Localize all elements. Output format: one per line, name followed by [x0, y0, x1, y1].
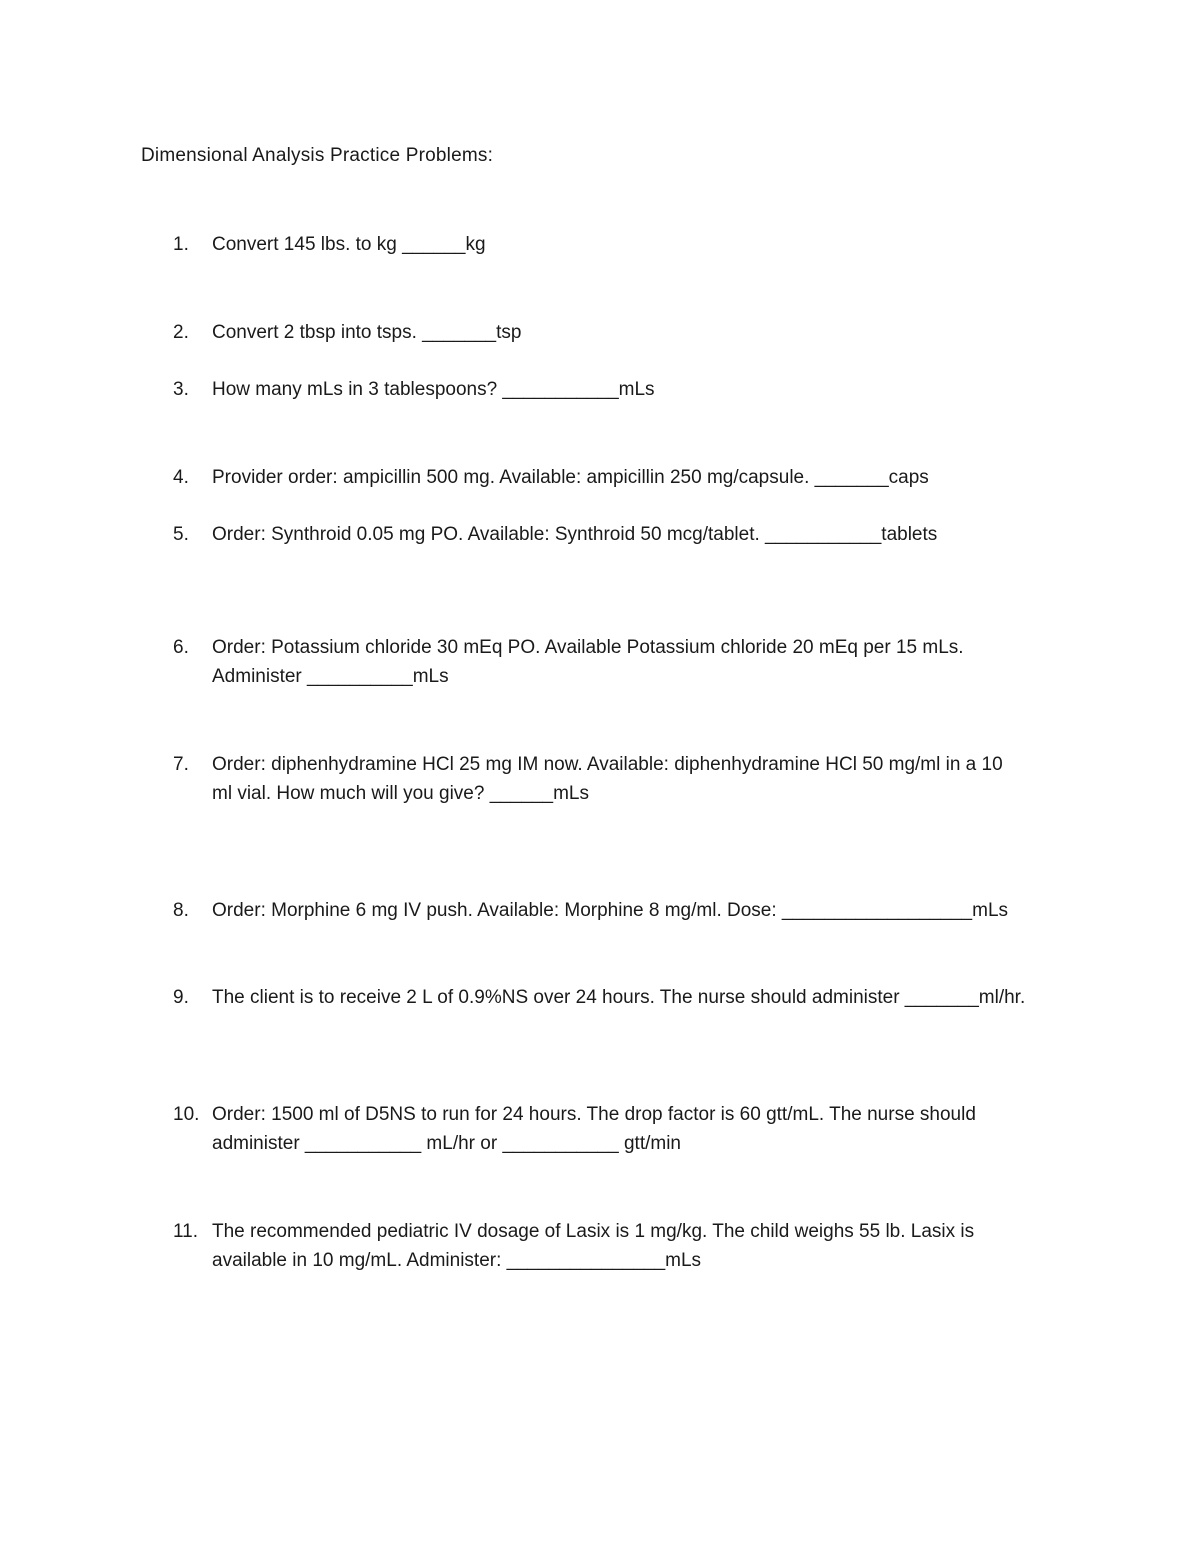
problem-number: 4.	[173, 467, 189, 488]
problem-number: 2.	[173, 322, 189, 343]
problem-line: Administer __________mLs	[212, 666, 449, 687]
problem-number: 5.	[173, 524, 189, 545]
problem-number: 7.	[173, 754, 189, 775]
problem-text	[212, 230, 1073, 259]
problem-text	[212, 520, 1073, 549]
problem-item	[173, 1100, 1073, 1158]
problem-line: Provider order: ampicillin 500 mg. Available: ampicillin 250 mg/capsule. _______caps	[212, 467, 929, 488]
problem-item	[173, 318, 1073, 347]
problem-line: ml vial. How much will you give? ______mLs	[212, 783, 589, 804]
problem-line: Order: Potassium chloride 30 mEq PO. Available Potassium chloride 20 mEq per 15 mLs.	[212, 637, 964, 658]
problem-number: 8.	[173, 900, 189, 921]
problem-line: Convert 145 lbs. to kg ______kg	[212, 234, 486, 255]
problem-text	[212, 375, 1073, 404]
problem-line: administer ___________ mL/hr or ___________ gtt/min	[212, 1133, 681, 1154]
problem-text	[212, 633, 1073, 691]
problem-item	[173, 750, 1073, 808]
problem-text	[212, 1100, 1073, 1158]
problem-item	[173, 983, 1073, 1012]
problem-number: 1.	[173, 234, 189, 255]
problem-text	[212, 463, 1073, 492]
problem-item	[173, 230, 1073, 259]
page-title: Dimensional Analysis Practice Problems:	[141, 145, 494, 166]
problem-line: available in 10 mg/mL. Administer: _______________mLs	[212, 1250, 702, 1271]
problem-item	[173, 896, 1073, 925]
problem-line: How many mLs in 3 tablespoons? ___________mLs	[212, 379, 655, 400]
problem-line: The client is to receive 2 L of 0.9%NS over 24 hours. The nurse should administer _______ml/hr.	[212, 987, 1026, 1008]
problem-number: 10.	[173, 1104, 200, 1125]
problem-text	[212, 1217, 1073, 1275]
problem-item	[173, 375, 1073, 404]
problem-number: 11.	[173, 1221, 199, 1242]
problem-item	[173, 633, 1073, 691]
problem-line: Convert 2 tbsp into tsps. _______tsp	[212, 322, 522, 343]
problem-number: 3.	[173, 379, 189, 400]
problem-line: Order: diphenhydramine HCl 25 mg IM now. Available: diphenhydramine HCl 50 mg/ml in a 10	[212, 754, 1003, 775]
problem-number: 6.	[173, 637, 189, 658]
problem-line: Order: 1500 ml of D5NS to run for 24 hours. The drop factor is 60 gtt/mL. The nurse should	[212, 1104, 976, 1125]
problem-text	[212, 983, 1073, 1012]
problem-line: Order: Synthroid 0.05 mg PO. Available: Synthroid 50 mcg/tablet. ___________tablets	[212, 524, 938, 545]
problem-number: 9.	[173, 987, 189, 1008]
problem-line: Order: Morphine 6 mg IV push. Available: Morphine 8 mg/ml. Dose: __________________mLs	[212, 900, 1009, 921]
problem-text	[212, 750, 1073, 808]
problem-line: The recommended pediatric IV dosage of Lasix is 1 mg/kg. The child weighs 55 lb. Lasix is	[212, 1221, 975, 1242]
problem-item	[173, 463, 1073, 492]
problem-text	[212, 318, 1073, 347]
problem-item	[173, 1217, 1073, 1275]
problem-text	[212, 896, 1073, 925]
problem-item	[173, 520, 1073, 549]
